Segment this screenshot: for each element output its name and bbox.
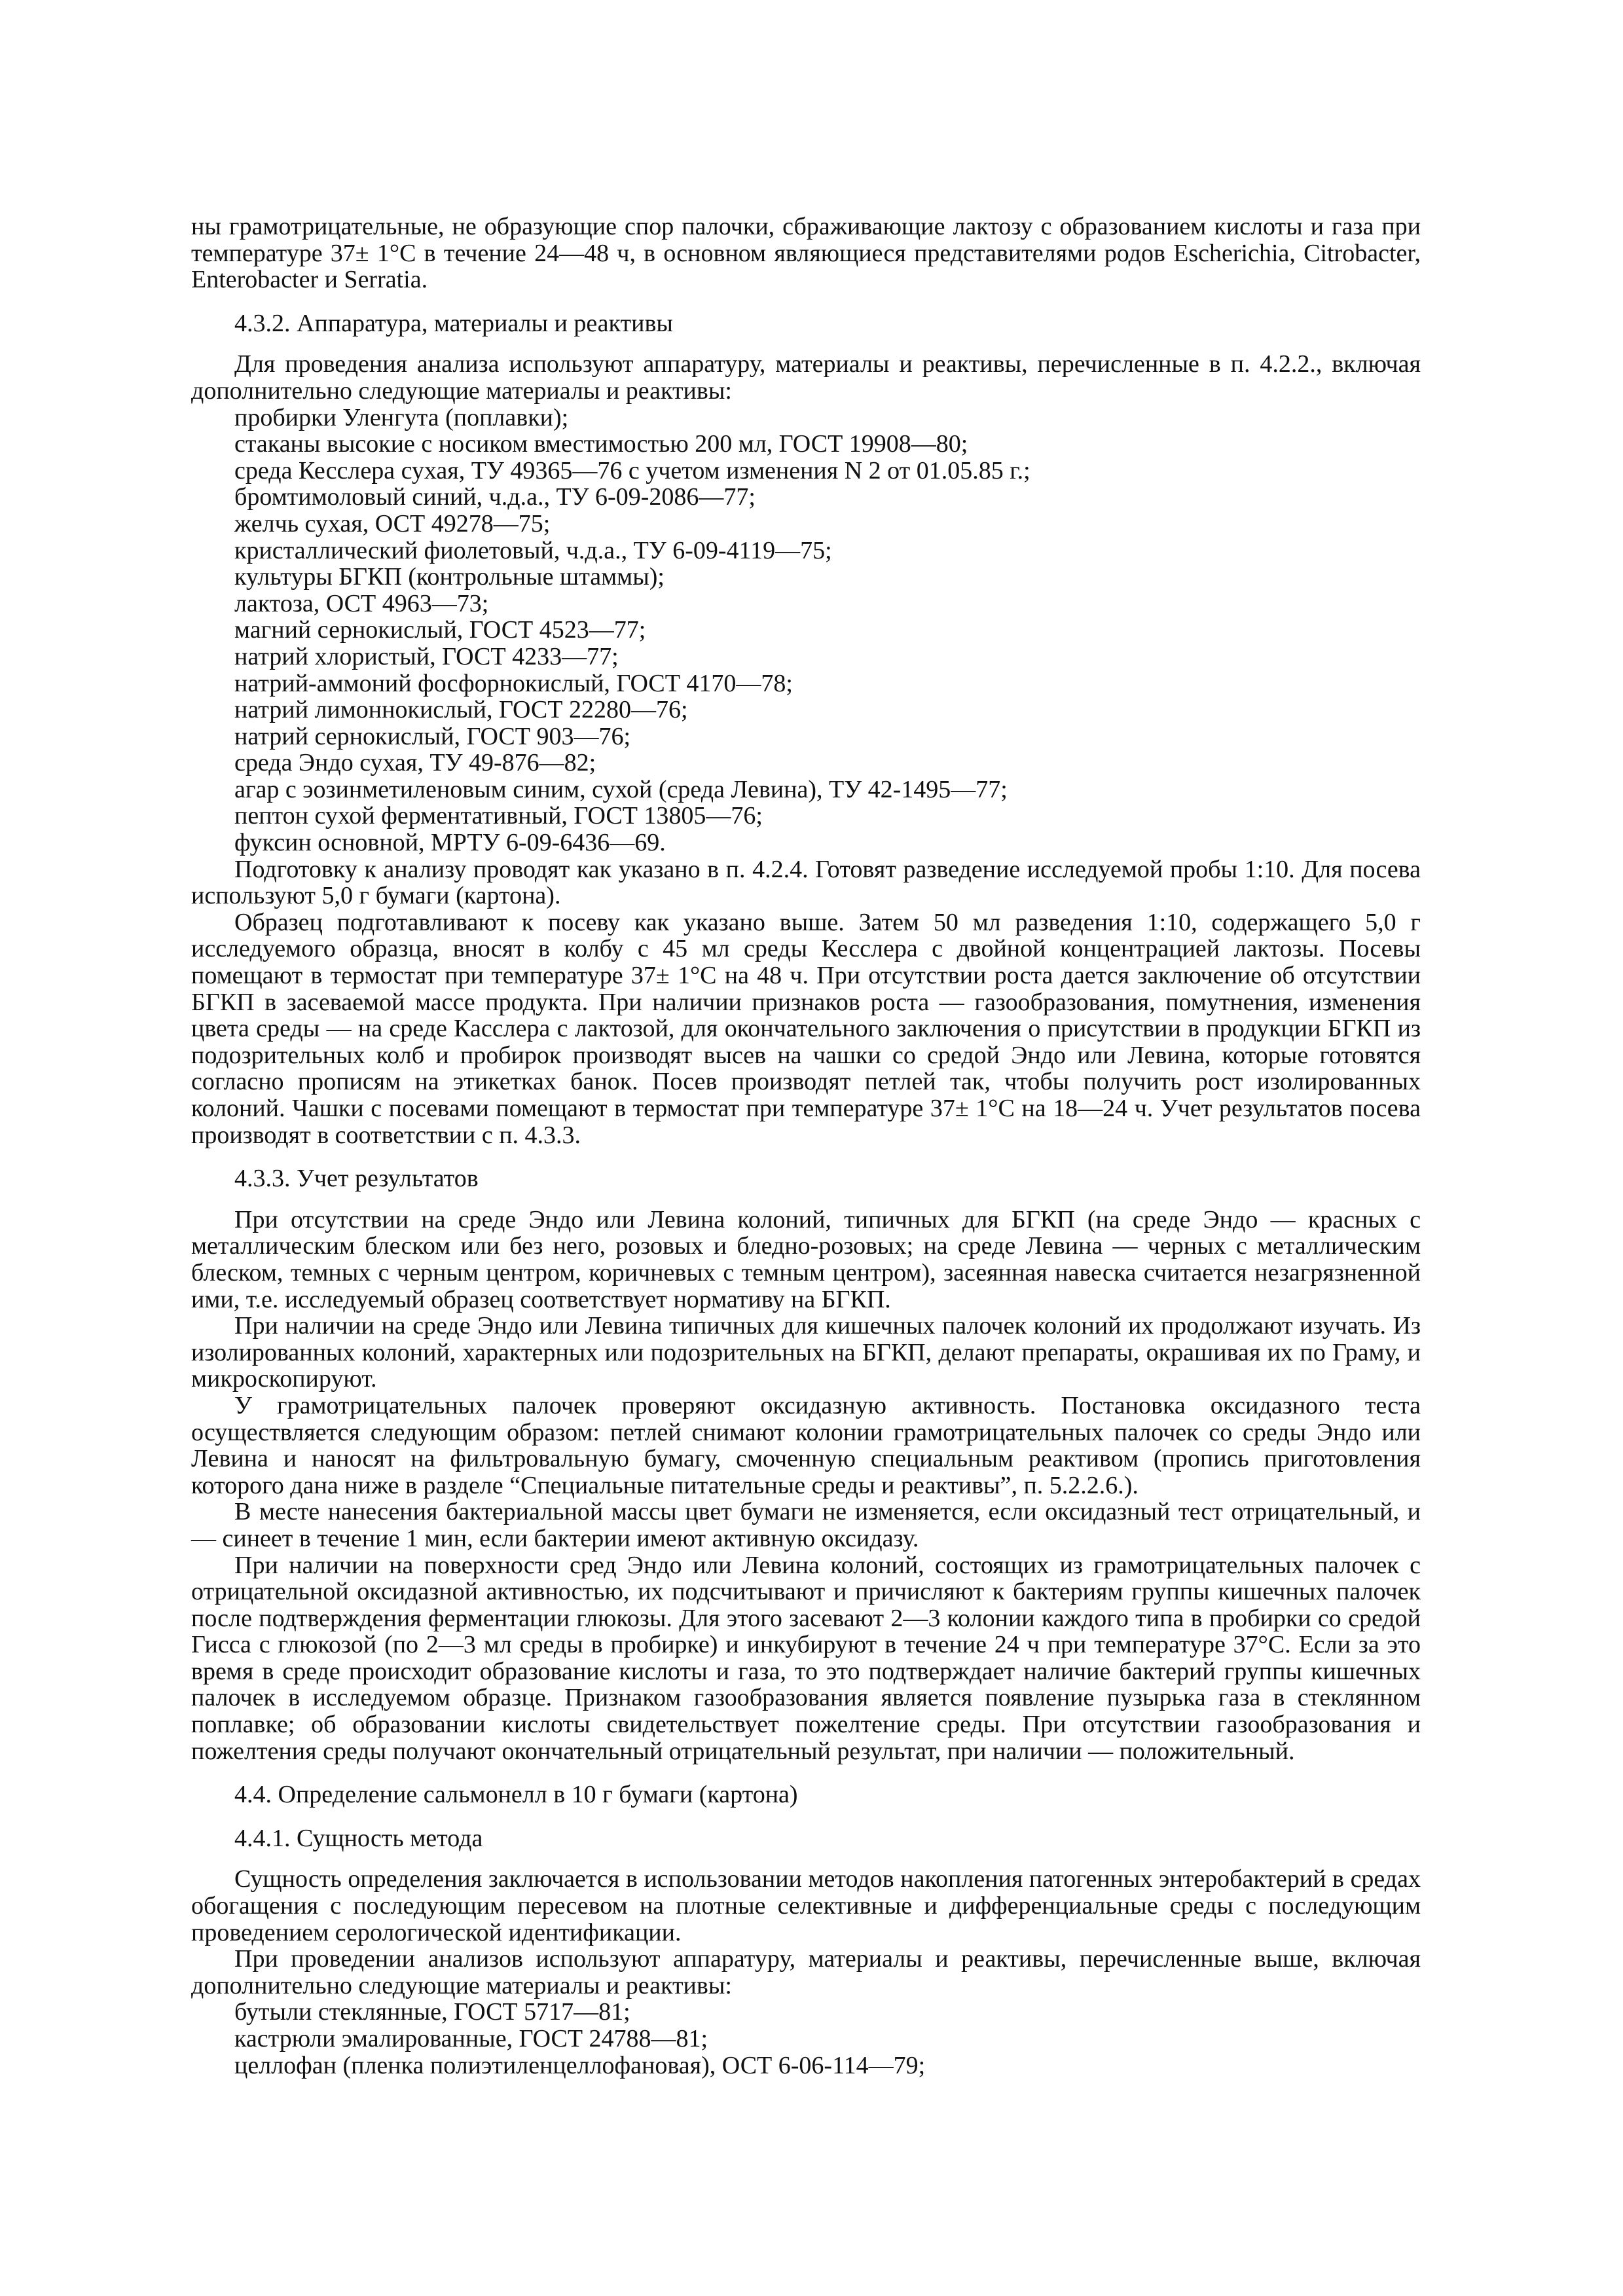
list-item: магний сернокислый, ГОСТ 4523—77;: [234, 616, 646, 644]
list-item: натрий сернокислый, ГОСТ 903—76;: [234, 722, 631, 750]
list-item: натрий лимоннокислый, ГОСТ 22280—76;: [234, 696, 688, 724]
paragraph-4-3-2: Для проведения анализа используют аппаратуру, материалы и реактивы, перечисленные в п. 4.2.2., включая дополнительно следующие материалы и реактивы:: [191, 350, 1421, 405]
list-item: стаканы высокие с носиком вместимостью 200 мл, ГОСТ 19908—80;: [234, 430, 968, 458]
list-item: бромтимоловый синий, ч.д.а., ТУ 6-09-2086—77;: [234, 483, 756, 511]
intro-paragraph: ны грамотрицательные, не образующие спор палочки, сбраживающие лактозу с образованием кислоты и газа при температуре 37± 1°С в течение 24—48 ч, в основном являющиеся представителями родов Escherichia, Citrobacter, Enterobacter и Serratia.: [191, 213, 1421, 294]
results-paragraph-3: У грамотрицательных палочек проверяют оксидазную активность. Постановка оксидазного теста осуществляется следующим образом: петлей снимают колонии грамотрицательных палочек со среды Эндо или Левина и наносят на фильтровальную бумагу, смоченную специальным реактивом (пропись приготовления которого дана ниже в разделе “Специальные питательные среды и реактивы”, п. 5.2.2.6.).: [191, 1391, 1421, 1499]
list-item: лактоза, ОСТ 4963—73;: [234, 589, 489, 617]
list-item: натрий хлористый, ГОСТ 4233—77;: [234, 642, 619, 670]
sample-paragraph: Образец подготавливают к посеву как указано выше. Затем 50 мл разведения 1:10, содержащего 5,0 г исследуемого образца, вносят в колбу с 45 мл среды Кесслера с двойной концентрацией лактозы. Посевы помещают в термостат при температуре 37± 1°С на 48 ч. При отсутствии роста дается заключение об отсутствии БГКП в засеваемой массе продукта. При наличии признаков роста — газообразования, помутнения, изменения цвета среды — на среде Касслера с лактозой, для окончательного заключения о присутствии в продукции БГКП из подозрительных колб и пробирок производят высев на чашки со средой Эндо или Левина, которые готовятся согласно прописям на этикетках банок. Посев производят петлей так, чтобы получить рост изолированных колоний. Чашки с посевами помещают в термостат при температуре 37± 1°С на 18—24 ч. Учет результатов посева производят в соответствии с п. 4.3.3.: [191, 908, 1421, 1149]
list-item: желчь сухая, ОСТ 49278—75;: [234, 509, 551, 538]
section-heading-4-3-2: 4.3.2. Аппаратура, материалы и реактивы: [234, 309, 673, 337]
list-item: среда Кесслера сухая, ТУ 49365—76 с учетом изменения N 2 от 01.05.85 г.;: [234, 456, 1030, 484]
results-paragraph-4: В месте нанесения бактериальной массы цвет бумаги не изменяется, если оксидазный тест отрицательный, и — синеет в течение 1 мин, если бактерии имеют активную оксидазу.: [191, 1498, 1421, 1552]
section-heading-4-3-3: 4.3.3. Учет результатов: [234, 1165, 479, 1193]
results-paragraph-1: При отсутствии на среде Эндо или Левина колоний, типичных для БГКП (на среде Эндо — красных с металлическим блеском или без него, розовых и бледно-розовых; на среде Левина — черных с металлическим блеском, темных с черным центром, коричневых с темным центром), засеянная навеска считается незагрязненной ими, т.е. исследуемый образец соответствует нормативу на БГКП.: [191, 1205, 1421, 1313]
list-item: целлофан (пленка полиэтиленцеллофановая), ОСТ 6-06-114—79;: [234, 2051, 926, 2079]
list-item: среда Эндо сухая, ТУ 49-876—82;: [234, 749, 596, 777]
preparation-paragraph: Подготовку к анализу проводят как указано в п. 4.2.4. Готовят разведение исследуемой пробы 1:10. Для посева используют 5,0 г бумаги (картона).: [191, 855, 1421, 910]
list-item: кастрюли эмалированные, ГОСТ 24788—81;: [234, 2025, 708, 2052]
list-item: культуры БГКП (контрольные штаммы);: [234, 563, 665, 591]
list-item: кристаллический фиолетовый, ч.д.а., ТУ 6-09-4119—75;: [234, 536, 832, 564]
results-paragraph-2: При наличии на среде Эндо или Левина типичных для кишечных палочек колоний их продолжают изучать. Из изолированных колоний, характерных или подозрительных на БГКП, делают препараты, окрашивая их по Граму, и микроскопируют.: [191, 1312, 1421, 1393]
method-paragraph-1: Сущность определения заключается в использовании методов накопления патогенных энтеробактерий в средах обогащения с последующим пересевом на плотные селективные и дифференциальные среды с последующим проведением серологической идентификации.: [191, 1865, 1421, 1946]
section-heading-4-4: 4.4. Определение сальмонелл в 10 г бумаги (картона): [234, 1781, 798, 1809]
list-item: пептон сухой ферментативный, ГОСТ 13805—76;: [234, 802, 763, 830]
section-heading-4-4-1: 4.4.1. Сущность метода: [234, 1824, 483, 1852]
list-item: натрий-аммоний фосфорнокислый, ГОСТ 4170—78;: [234, 669, 793, 697]
list-item: агар с эозинметиленовым синим, сухой (среда Левина), ТУ 42-1495—77;: [234, 775, 1008, 803]
list-item: фуксин основной, МРТУ 6-09-6436—69.: [234, 829, 666, 857]
results-paragraph-5: При наличии на поверхности сред Эндо или Левина колоний, состоящих из грамотрицательных палочек с отрицательной оксидазной активностью, их подсчитывают и причисляют к бактериям группы кишечных палочек после подтверждения ферментации глюкозы. Для этого засевают 2—3 колонии каждого типа в пробирки со средой Гисса с глюкозой (по 2—3 мл среды в пробирке) и инкубируют в течение 24 ч при температуре 37°С. Если за это время в среде происходит образование кислоты и газа, то это подтверждает наличие бактерий группы кишечных палочек в исследуемом образце. Признаком газообразования является появление пузырька газа в стеклянном поплавке; об образовании кислоты свидетельствует пожелтение среды. При отсутствии газообразования и пожелтения среды получают окончательный отрицательный результат, при наличии — положительный.: [191, 1551, 1421, 1765]
method-paragraph-2: При проведении анализов используют аппаратуру, материалы и реактивы, перечисленные выше, включая дополнительно следующие материалы и реактивы:: [191, 1945, 1421, 1999]
list-item: бутыли стеклянные, ГОСТ 5717—81;: [234, 1998, 630, 2026]
list-item: пробирки Уленгута (поплавки);: [234, 403, 569, 431]
document-page: [191, 213, 1421, 2079]
